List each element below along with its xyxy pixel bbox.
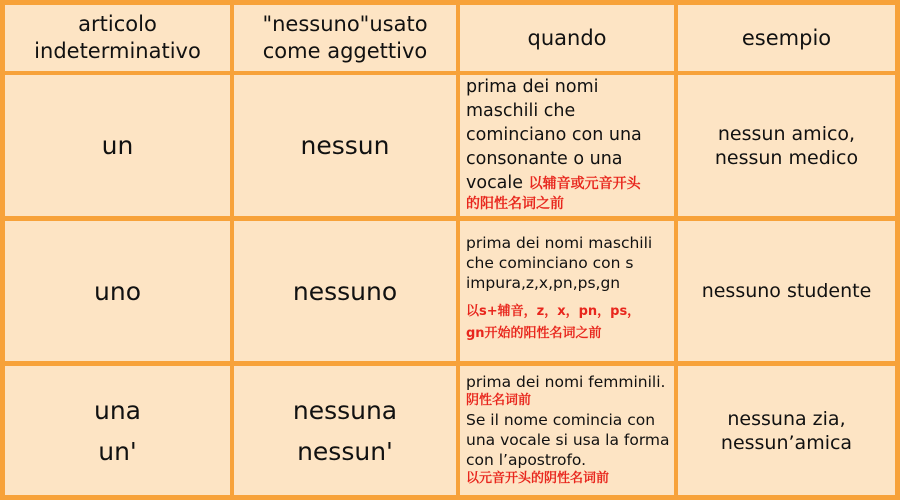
header-nessuno-line: come aggettivo [262,39,428,63]
header-articolo-line: indeterminativo [34,39,201,63]
row1-nessuno [234,75,456,216]
row3-quando [460,366,674,495]
quando-line: una vocale si usa la forma [466,431,670,449]
row3-esempio [678,366,895,495]
header-quando [460,5,674,71]
header-quando-label: quando [527,25,607,50]
header-nessuno-line: "nessuno"usato [262,12,428,36]
articolo-value: una [93,395,141,425]
row2-esempio [678,221,895,361]
header-esempio-label: esempio [741,25,832,50]
nessuno-value: nessun [300,131,390,160]
row1-articolo [5,75,230,216]
quando-text: vocale [466,173,524,193]
quando-line-with-note [466,171,641,195]
header-esempio [678,5,895,71]
chinese-note: 以辅音或元音开头 [528,176,641,192]
chinese-note: gn开始的阳性名词之前 [466,326,602,341]
nessuno-value: nessuna [292,395,398,425]
quando-line: prima dei nomi femminili. [466,373,666,391]
quando-line: cominciano con una [466,125,642,145]
chinese-note: 阴性名词前 [466,393,532,408]
quando-line: con l’apostrofo. [466,451,587,469]
articolo-value: un [101,131,134,160]
esempio-line: nessuno studente [701,280,872,302]
row3-articolo [5,366,230,495]
quando-line: consonante o una [466,149,623,169]
row1-esempio [678,75,895,216]
chinese-note: 的阳性名词之前 [466,196,564,212]
header-nessuno-aggettivo [234,5,456,71]
quando-line: prima dei nomi [466,77,599,97]
quando-line: impura,z,x,pn,ps,gn [466,274,621,292]
articolo-value: un' [98,436,137,466]
esempio-line: nessuna zia, [727,407,846,430]
quando-line: maschili che [466,101,576,121]
quando-line: Se il nome comincia con [466,411,656,429]
row2-articolo [5,221,230,361]
header-articolo-line: articolo [78,12,157,36]
esempio-line: nessun’amica [720,431,853,454]
row1-quando [460,75,674,216]
chinese-note: 以元音开头的阴性名词前 [466,471,610,486]
row2-nessuno [234,221,456,361]
chinese-note: 以s+辅音，z，x，pn，ps， [466,304,641,319]
quando-line: prima dei nomi maschili [466,234,653,252]
articolo-value: uno [94,276,141,306]
nessuno-value: nessuno [292,276,398,306]
esempio-line: nessun medico [714,146,859,169]
nessuno-value: nessun' [297,436,393,466]
row3-nessuno [234,366,456,495]
quando-line: che cominciano con s [466,254,634,272]
row2-quando [460,221,674,361]
esempio-line: nessun amico, [717,122,856,145]
header-articolo [5,5,230,71]
